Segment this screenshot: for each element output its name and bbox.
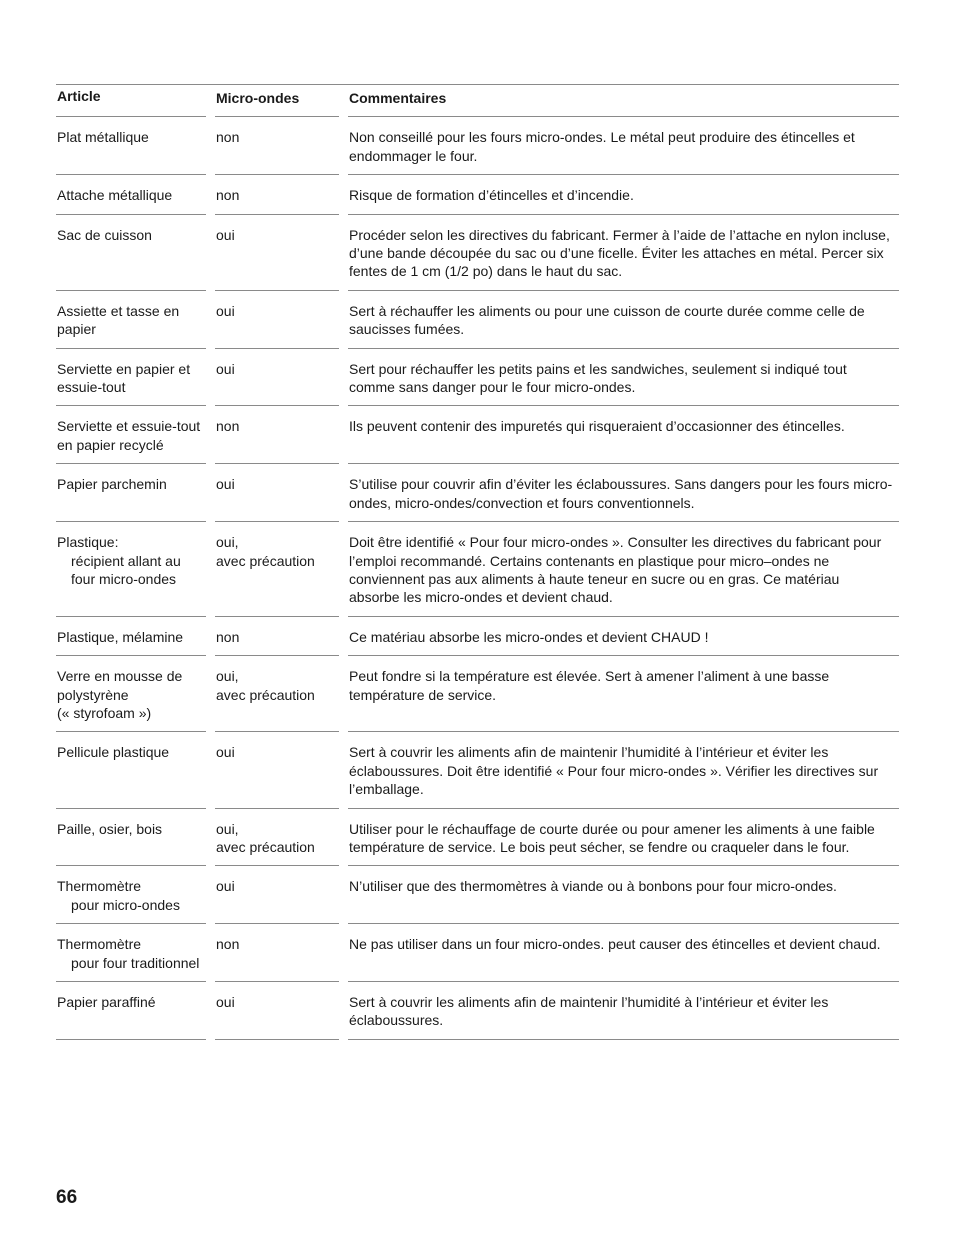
cell-micro-ondes <box>215 982 339 1040</box>
cell-micro-ondes <box>215 175 339 214</box>
micro-ondes-text: oui, <box>216 534 239 551</box>
table-row <box>56 982 899 1040</box>
cell-article <box>56 291 206 349</box>
article-text: Plastique: <box>57 534 119 551</box>
table-row <box>56 117 899 175</box>
cell-commentaires: Procéder selon les directives du fabricant. Fermer à l’aide de l’attache en nylon incluse, d’une bande découpée du sac ou d’une ficelle. Éviter les attaches en métal. Percer six fentes de 1 cm (1/2 po) dans le haut du sac. <box>348 215 899 291</box>
cell-commentaires: Sert à réchauffer les aliments ou pour une cuisson de courte durée comme celle de saucisses fumées. <box>348 291 899 349</box>
cell-commentaires: Ce matériau absorbe les micro-ondes et devient CHAUD ! <box>348 617 899 656</box>
cell-micro-ondes <box>215 522 339 617</box>
micro-ondes-text: oui, <box>216 820 239 837</box>
cell-micro-ondes <box>215 291 339 349</box>
cell-commentaires: Ils peuvent contenir des impuretés qui risqueraient d’occasionner des étincelles. <box>348 406 899 464</box>
cell-article <box>56 982 206 1040</box>
cell-article <box>56 522 206 617</box>
article-text: Papier parchemin <box>57 476 167 493</box>
cell-article <box>56 464 206 522</box>
micro-ondes-text: oui <box>216 994 235 1010</box>
micro-ondes-text: avec précaution <box>216 838 315 855</box>
cell-micro-ondes <box>215 117 339 175</box>
cell-micro-ondes <box>215 732 339 808</box>
cell-micro-ondes <box>215 406 339 464</box>
table-row <box>56 406 899 464</box>
micro-ondes-text: oui <box>216 744 235 761</box>
article-text: Sac de cuisson <box>57 226 152 243</box>
article-text: Serviette et essuie-tout en papier recyclé <box>57 418 201 453</box>
article-text: Pellicule plastique <box>57 744 170 761</box>
cell-micro-ondes <box>215 656 339 732</box>
article-subtext: récipient allant au four micro-ondes <box>71 552 181 587</box>
cell-commentaires: Ne pas utiliser dans un four micro-ondes. peut causer des étincelles et devient chaud. <box>348 924 899 982</box>
article-text: Serviette en papier et essuie-tout <box>57 360 191 396</box>
cell-article <box>56 732 206 808</box>
article-text: Thermomètre <box>57 936 142 953</box>
article-text: Assiette et tasse en papier <box>57 302 180 338</box>
table-row <box>56 522 899 617</box>
cell-article <box>56 809 206 867</box>
table-row <box>56 349 899 407</box>
micro-ondes-text: oui <box>216 302 235 319</box>
cell-micro-ondes <box>215 924 339 982</box>
cell-commentaires: Sert pour réchauffer les petits pains et les sandwiches, seulement si indiqué tout comme sans danger pour le four micro-ondes. <box>348 349 899 407</box>
article-text: Papier paraffiné <box>57 994 156 1010</box>
micro-ondes-text: oui, <box>216 668 239 685</box>
cell-article <box>56 117 206 175</box>
cell-micro-ondes <box>215 464 339 522</box>
cell-commentaires: Non conseillé pour les fours micro-ondes. Le métal peut produire des étincelles et endommager le four. <box>348 117 899 175</box>
article-text: (« styrofoam ») <box>57 704 152 721</box>
cell-micro-ondes <box>215 617 339 656</box>
table-row <box>56 215 899 291</box>
cell-micro-ondes <box>215 349 339 407</box>
micro-ondes-text: non <box>216 628 240 645</box>
table-row <box>56 656 899 732</box>
cell-article <box>56 406 206 464</box>
article-text: Attache métallique <box>57 187 173 204</box>
table-row <box>56 617 899 656</box>
cell-micro-ondes <box>215 215 339 291</box>
micro-ondes-text: oui <box>216 226 235 243</box>
micro-ondes-text: oui <box>216 360 235 377</box>
micro-ondes-text: non <box>216 418 240 435</box>
table-row <box>56 924 899 982</box>
table-row <box>56 866 899 924</box>
cell-micro-ondes <box>215 809 339 867</box>
article-text: Paille, osier, bois <box>57 820 163 837</box>
header-commentaires: Commentaires <box>348 85 899 117</box>
micro-ondes-text: avec précaution <box>216 552 315 569</box>
article-text: Plastique, mélamine <box>57 628 184 645</box>
cell-article <box>56 349 206 407</box>
cell-commentaires: Peut fondre si la température est élevée. Sert à amener l’aliment à une basse température de service. <box>348 656 899 732</box>
cell-article <box>56 656 206 732</box>
cell-article <box>56 175 206 214</box>
article-text: Thermomètre <box>57 878 142 895</box>
cell-article <box>56 617 206 656</box>
micro-ondes-text: non <box>216 187 240 204</box>
table-row <box>56 809 899 867</box>
cell-commentaires: Sert à couvrir les aliments afin de maintenir l’humidité à l’intérieur et éviter les éclaboussures. <box>348 982 899 1040</box>
header-article: Article <box>56 85 206 117</box>
table-row <box>56 732 899 808</box>
micro-ondes-text: avec précaution <box>216 686 315 703</box>
table-body <box>56 117 899 1039</box>
article-subtext: pour micro-ondes <box>71 896 180 913</box>
micro-ondes-text: oui <box>216 878 235 895</box>
cell-commentaires: Sert à couvrir les aliments afin de maintenir l’humidité à l’intérieur et éviter les éclaboussures. Doit être identifié « Pour four micro-ondes ». Vérifier les directives sur l’emballage. <box>348 732 899 808</box>
article-subtext: pour four traditionnel <box>71 954 200 971</box>
micro-ondes-text: non <box>216 936 240 953</box>
table-row <box>56 291 899 349</box>
cell-commentaires: Doit être identifié « Pour four micro-ondes ». Consulter les directives du fabricant pour l’emploi recommandé. Certains contenants en plastique pour micro–ondes ne conviennent pas aux aliments à haute teneur en sucre ou en gras. Ce matériau absorbe les micro-ondes et devient chaud. <box>348 522 899 617</box>
cell-article <box>56 215 206 291</box>
microwave-utensils-table <box>56 84 899 1040</box>
article-text: Verre en mousse de polystyrène <box>57 668 183 703</box>
cell-commentaires: Risque de formation d’étincelles et d’incendie. <box>348 175 899 214</box>
micro-ondes-text: non <box>216 129 240 146</box>
micro-ondes-text: oui <box>216 476 235 493</box>
cell-commentaires: N’utiliser que des thermomètres à viande ou à bonbons pour four micro-ondes. <box>348 866 899 924</box>
table-row <box>56 464 899 522</box>
cell-article <box>56 924 206 982</box>
cell-commentaires: S’utilise pour couvrir afin d’éviter les éclaboussures. Sans dangers pour les fours micro-ondes, micro-ondes/convection et fours conventionnels. <box>348 464 899 522</box>
page-number: 66 <box>56 1187 78 1208</box>
cell-article <box>56 866 206 924</box>
table-row <box>56 175 899 214</box>
cell-micro-ondes <box>215 866 339 924</box>
article-text: Plat métallique <box>57 129 149 146</box>
header-micro-ondes: Micro-ondes <box>215 85 339 117</box>
table-header-row <box>56 85 899 117</box>
cell-commentaires: Utiliser pour le réchauffage de courte durée ou pour amener les aliments à une faible température de service. Le bois peut sécher, se fendre ou craqueler dans le four. <box>348 809 899 867</box>
